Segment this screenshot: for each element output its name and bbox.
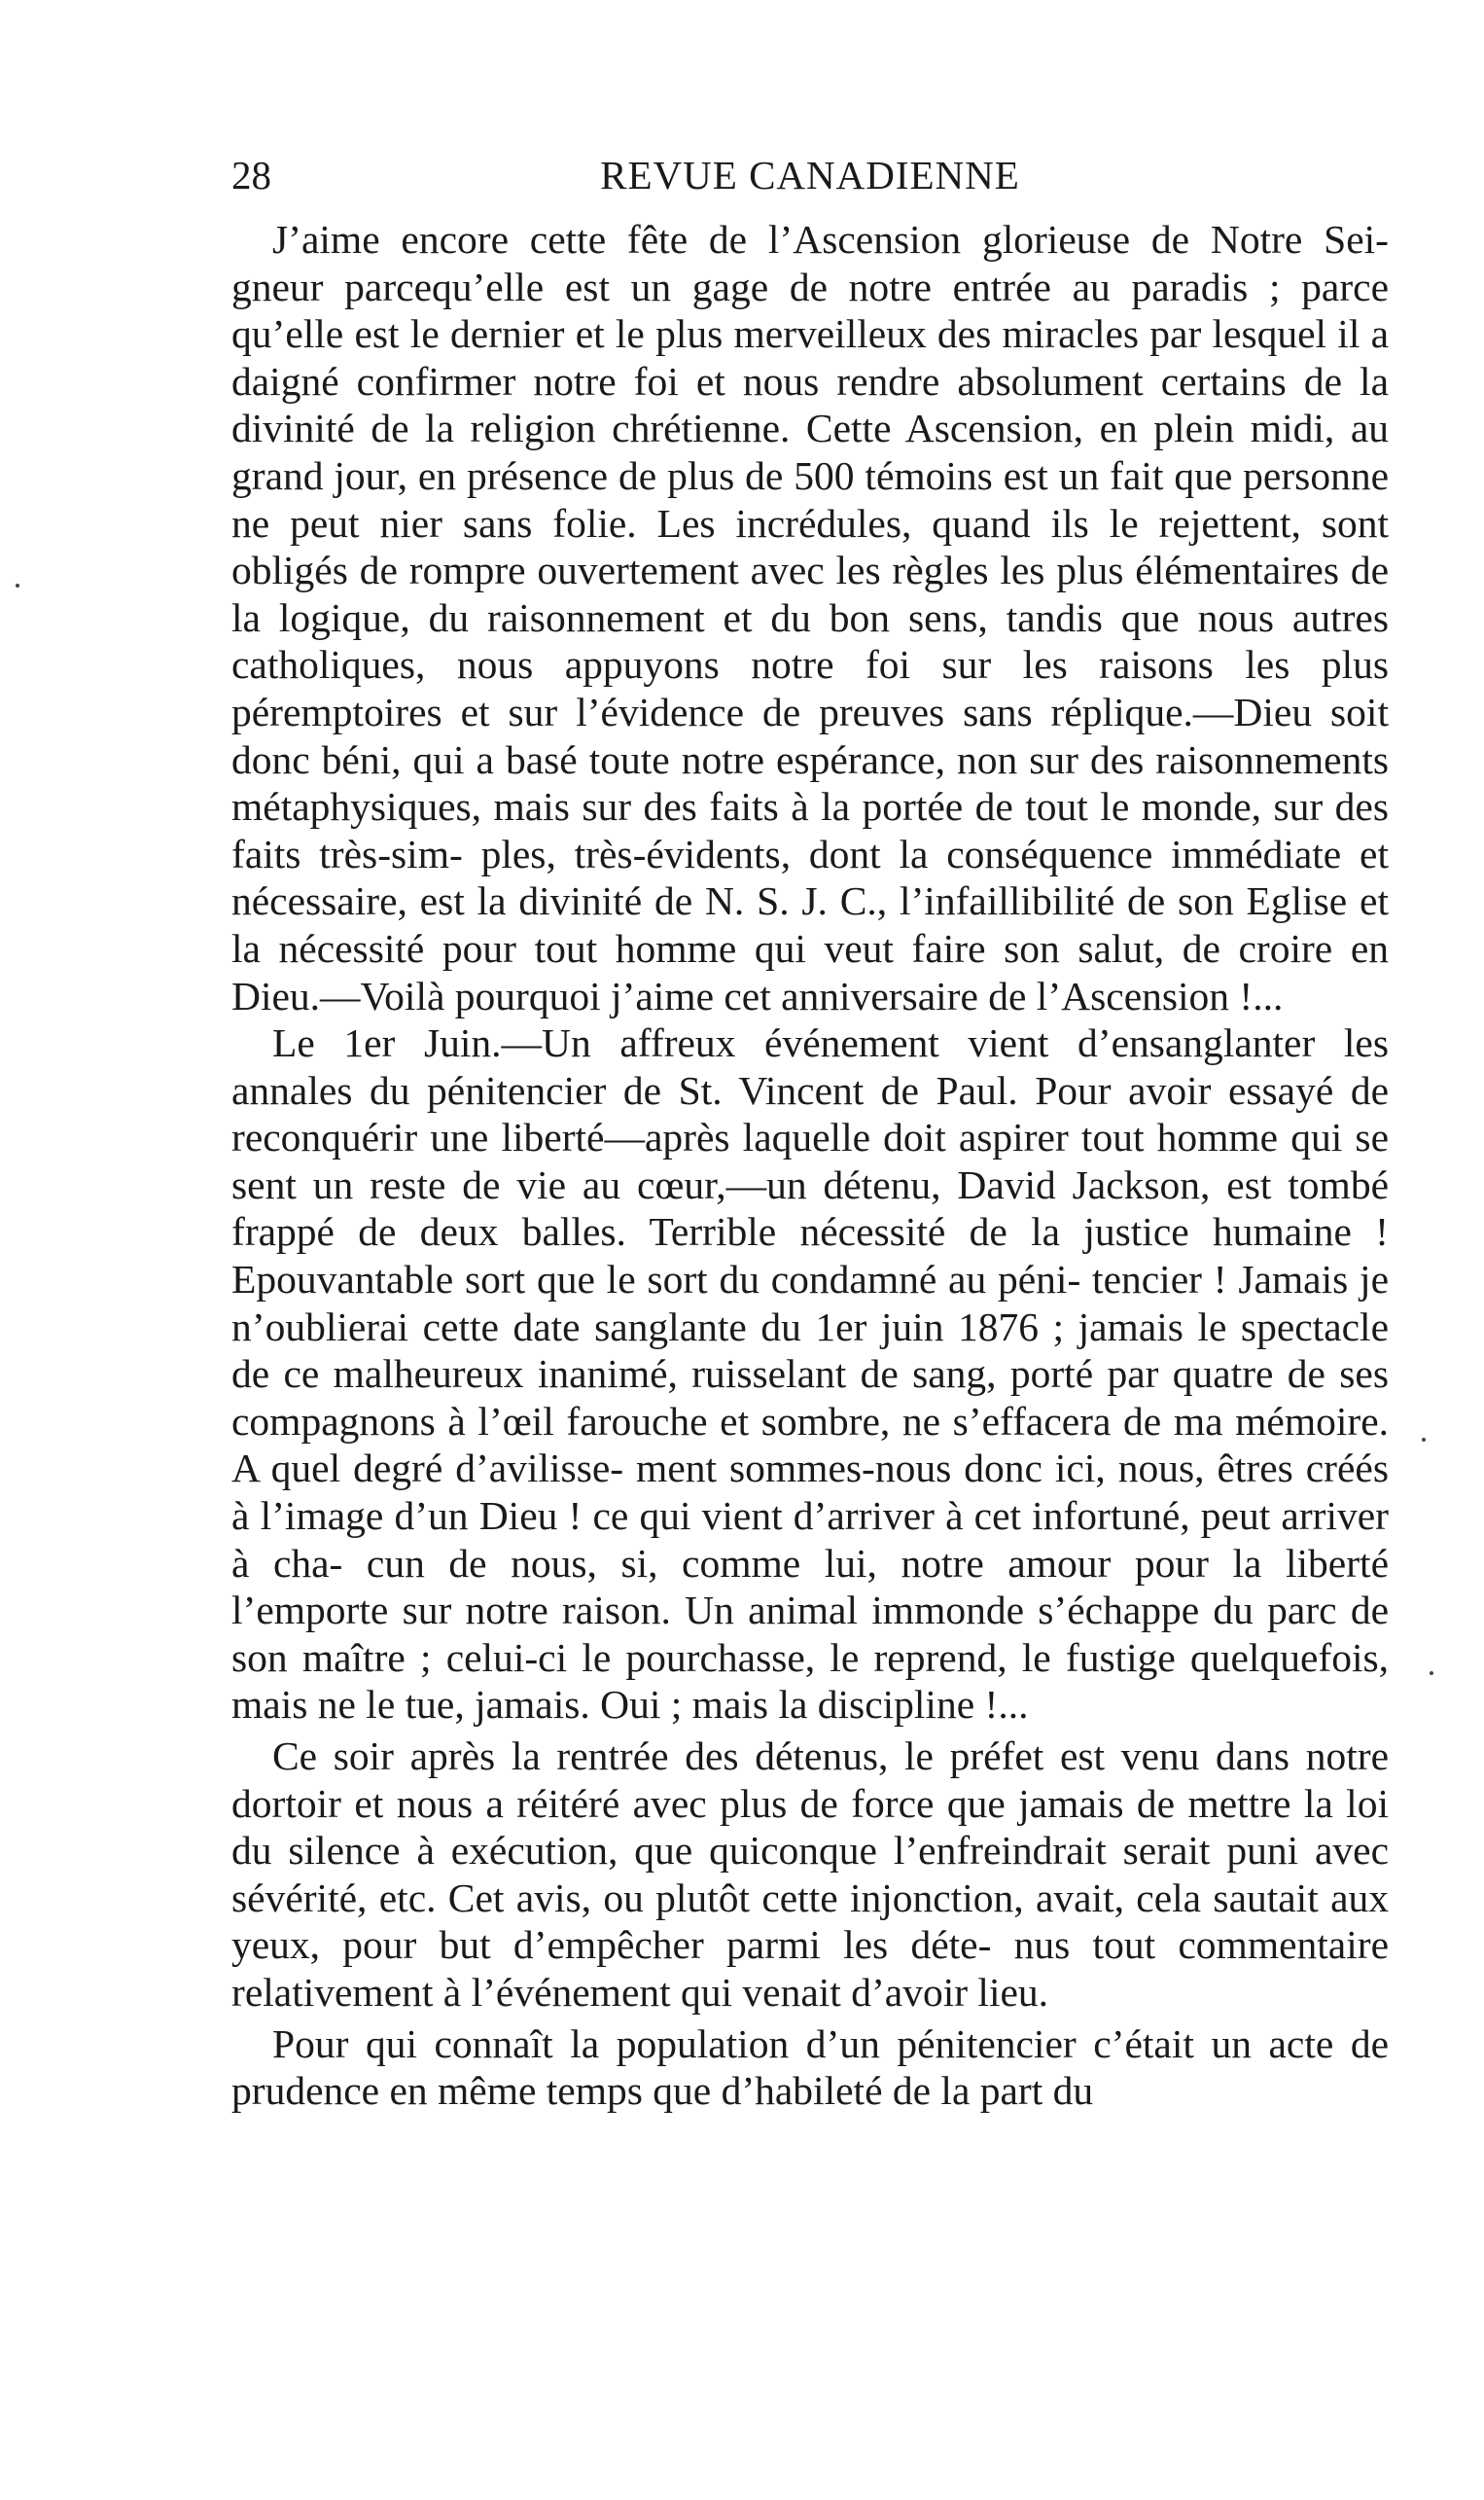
scan-speck xyxy=(1422,1438,1426,1442)
paragraph-evening: Ce soir après la rentrée des détenus, le préfet est venu dans notre dortoir et nous a réitéré avec plus de force que jamais de mettre la loi du silence à exécution, que quiconque l’enfreindrait serait puni avec sévérité, etc. Cet avis, ou plutôt cette injonction, avait, cela sautait aux yeux, pour but d’empêcher parmi les déte- nus tout commentaire relativement à l’événement qui venait d’avoir lieu. xyxy=(231,1733,1389,2015)
page-header xyxy=(231,146,1389,204)
body-text xyxy=(231,216,1389,2115)
page-number: 28 xyxy=(231,153,271,197)
scan-speck xyxy=(16,584,19,588)
paragraph-ascension: J’aime encore cette fête de l’Ascension glorieuse de Notre Sei- gneur parcequ’elle est un gage de notre entrée au paradis ; parce qu’elle est le dernier et le plus merveilleux des miracles par lesquel il a daigné confirmer notre foi et nous rendre absolument certains de la divinité de la religion chrétienne. Cette Ascension, en plein midi, au grand jour, en présence de plus de 500 témoins est un fait que personne ne peut nier sans folie. Les incrédules, quand ils le rejettent, sont obligés de rompre ouvertement avec les règles les plus élémentaires de la logique, du raisonnement et du bon sens, tandis que nous autres catholiques, nous appuyons notre foi sur les raisons les plus péremptoires et sur l’évidence de preuves sans réplique.—Dieu soit donc béni, qui a basé toute notre espérance, non sur des raisonnements métaphysiques, mais sur des faits à la portée de tout le monde, sur des faits très-sim- ples, très-évidents, dont la conséquence immédiate et nécessaire, est la divinité de N. S. J. C., l’infaillibilité de son Eglise et la nécessité pour tout homme qui veut faire son salut, de croire en Dieu.—Voilà pourquoi j’aime cet anniversaire de l’Ascension !... xyxy=(231,217,1389,1018)
paragraph-first-june: Le 1er Juin.—Un affreux événement vient d’ensanglanter les annales du pénitencier de St. Vincent de Paul. Pour avoir essayé de reconquérir une liberté—après laquelle doit aspirer tout homme qui se sent un reste de vie au cœur,—un détenu, David Jackson, est tombé frappé de deux balles. Terrible nécessité de la justice humaine ! Epouvantable sort que le sort du condamné au péni- tencier ! Jamais je n’oublierai cette date sanglante du 1er juin 1876 ; jamais le spectacle de ce malheureux inanimé, ruisselant de sang, porté par quatre de ses compagnons à l’œil farouche et sombre, ne s’effacera de ma mémoire. A quel degré d’avilisse- ment sommes-nous donc ici, nous, êtres créés à l’image d’un Dieu ! ce qui vient d’arriver à cet infortuné, peut arriver à cha- cun de nous, si, comme lui, notre amour pour la liberté l’emporte sur notre raison. Un animal immonde s’échappe du parc de son maître ; celui-ci le pourchasse, le reprend, le fustige quelquefois, mais ne le tue, jamais. Oui ; mais la discipline !... xyxy=(231,1020,1389,1728)
paragraph-prudence: Pour qui connaît la population d’un pénitencier c’était un acte de prudence en même temps que d’habileté de la part du xyxy=(231,2020,1389,2114)
running-title: REVUE CANADIENNE xyxy=(600,153,1020,197)
scan-speck xyxy=(1430,1671,1433,1675)
